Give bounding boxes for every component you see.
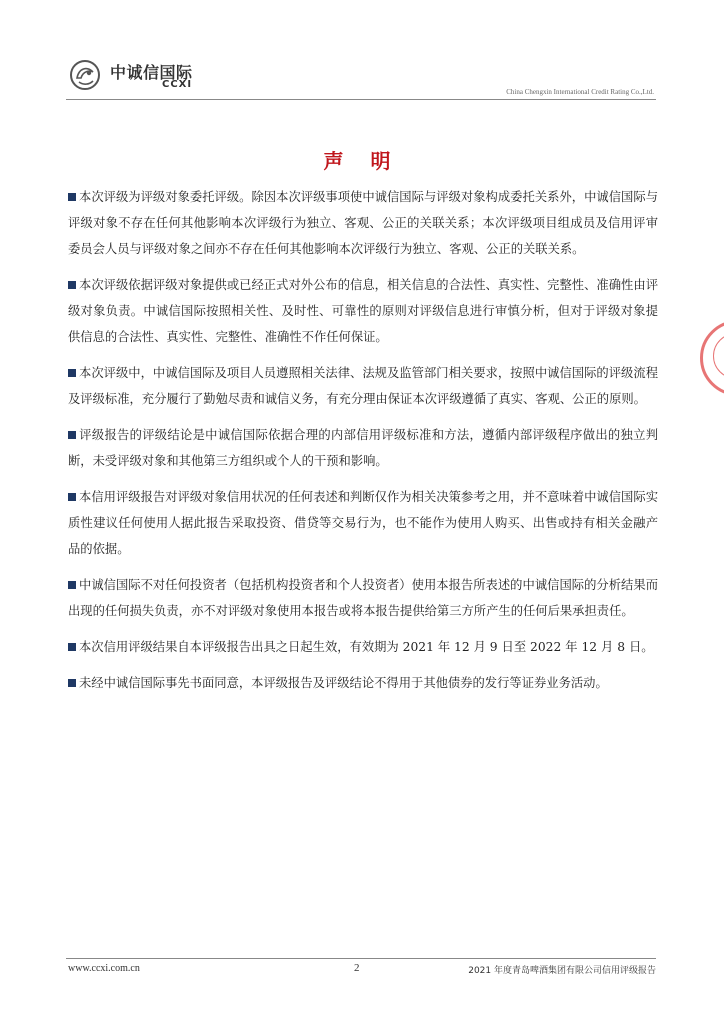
page-number: 2: [354, 962, 360, 974]
statement-paragraph: [68, 670, 658, 696]
company-logo: [66, 54, 206, 94]
square-bullet-icon: [68, 431, 76, 439]
paragraph-text: 中诚信国际不对任何投资者（包括机构投资者和个人投资者）使用本报告所表述的中诚信国际的分析结果而出现的任何损失负责，亦不对评级对象使用本报告或将本报告提供给第三方所产生的任何后果承担责任。: [68, 578, 658, 618]
square-bullet-icon: [68, 193, 76, 201]
statement-paragraph: [68, 184, 658, 262]
paragraph-text: 本次评级为评级对象委托评级。除因本次评级事项使中诚信国际与评级对象构成委托关系外，中诚信国际与评级对象不存在任何其他影响本次评级行为独立、客观、公正的关联关系；本次评级项目组成员及信用评审委员会人员与评级对象之间亦不存在任何其他影响本次评级行为独立、客观、公正的关联关系。: [68, 190, 658, 256]
page-title: 声 明: [323, 149, 401, 173]
footer-report-title: 2021 年度青岛啤酒集团有限公司信用评级报告: [468, 966, 656, 976]
paragraph-text: 本次评级中，中诚信国际及项目人员遵照相关法律、法规及监管部门相关要求，按照中诚信国际的评级流程及评级标准，充分履行了勤勉尽责和诚信义务，有充分理由保证本次评级遵循了真实、客观、公正的原则。: [68, 366, 658, 406]
statement-paragraph: [68, 360, 658, 412]
header-company-name: China Chengxin International Credit Rating Co.,Ltd.: [506, 88, 654, 96]
logo-chinese-name: 中诚信国际: [110, 63, 193, 82]
ccxi-logo-icon: [68, 58, 102, 92]
statement-paragraph: [68, 634, 658, 660]
paragraph-text: 未经中诚信国际事先书面同意，本评级报告及评级结论不得用于其他债券的发行等证券业务活动。: [79, 676, 608, 690]
square-bullet-icon: [68, 679, 76, 687]
statement-paragraph: [68, 272, 658, 350]
company-seal-icon: [700, 320, 724, 396]
paragraph-text: 本次评级依据评级对象提供或已经正式对外公布的信息，相关信息的合法性、真实性、完整性、准确性由评级对象负责。中诚信国际按照相关性、及时性、可靠性的原则对评级信息进行审慎分析，但对于评级对象提供信息的合法性、真实性、完整性、准确性不作任何保证。: [68, 278, 658, 344]
header-divider: [66, 99, 656, 100]
page-header: [66, 54, 656, 100]
square-bullet-icon: [68, 493, 76, 501]
paragraph-text: 本信用评级报告对评级对象信用状况的任何表述和判断仅作为相关决策参考之用，并不意味着中诚信国际实质性建议任何使用人据此报告采取投资、借贷等交易行为，也不能作为使用人购买、出售或持有相关金融产品的依据。: [68, 490, 658, 556]
statement-body: [68, 184, 658, 706]
square-bullet-icon: [68, 369, 76, 377]
square-bullet-icon: [68, 581, 76, 589]
footer-divider: [66, 958, 656, 959]
paragraph-text: 本次信用评级结果自本评级报告出具之日起生效，有效期为 2021 年 12 月 9 日至 2022 年 12 月 8 日。: [79, 640, 654, 654]
logo-english-name: CCXI: [162, 79, 193, 90]
paragraph-text: 评级报告的评级结论是中诚信国际依据合理的内部信用评级标准和方法，遵循内部评级程序做出的独立判断，未受评级对象和其他第三方组织或个人的干预和影响。: [68, 428, 658, 468]
footer-website: www.ccxi.com.cn: [68, 963, 140, 974]
seal-inner-ring: [713, 333, 724, 379]
statement-paragraph: [68, 422, 658, 474]
square-bullet-icon: [68, 643, 76, 651]
square-bullet-icon: [68, 281, 76, 289]
statement-paragraph: [68, 484, 658, 562]
statement-paragraph: [68, 572, 658, 624]
